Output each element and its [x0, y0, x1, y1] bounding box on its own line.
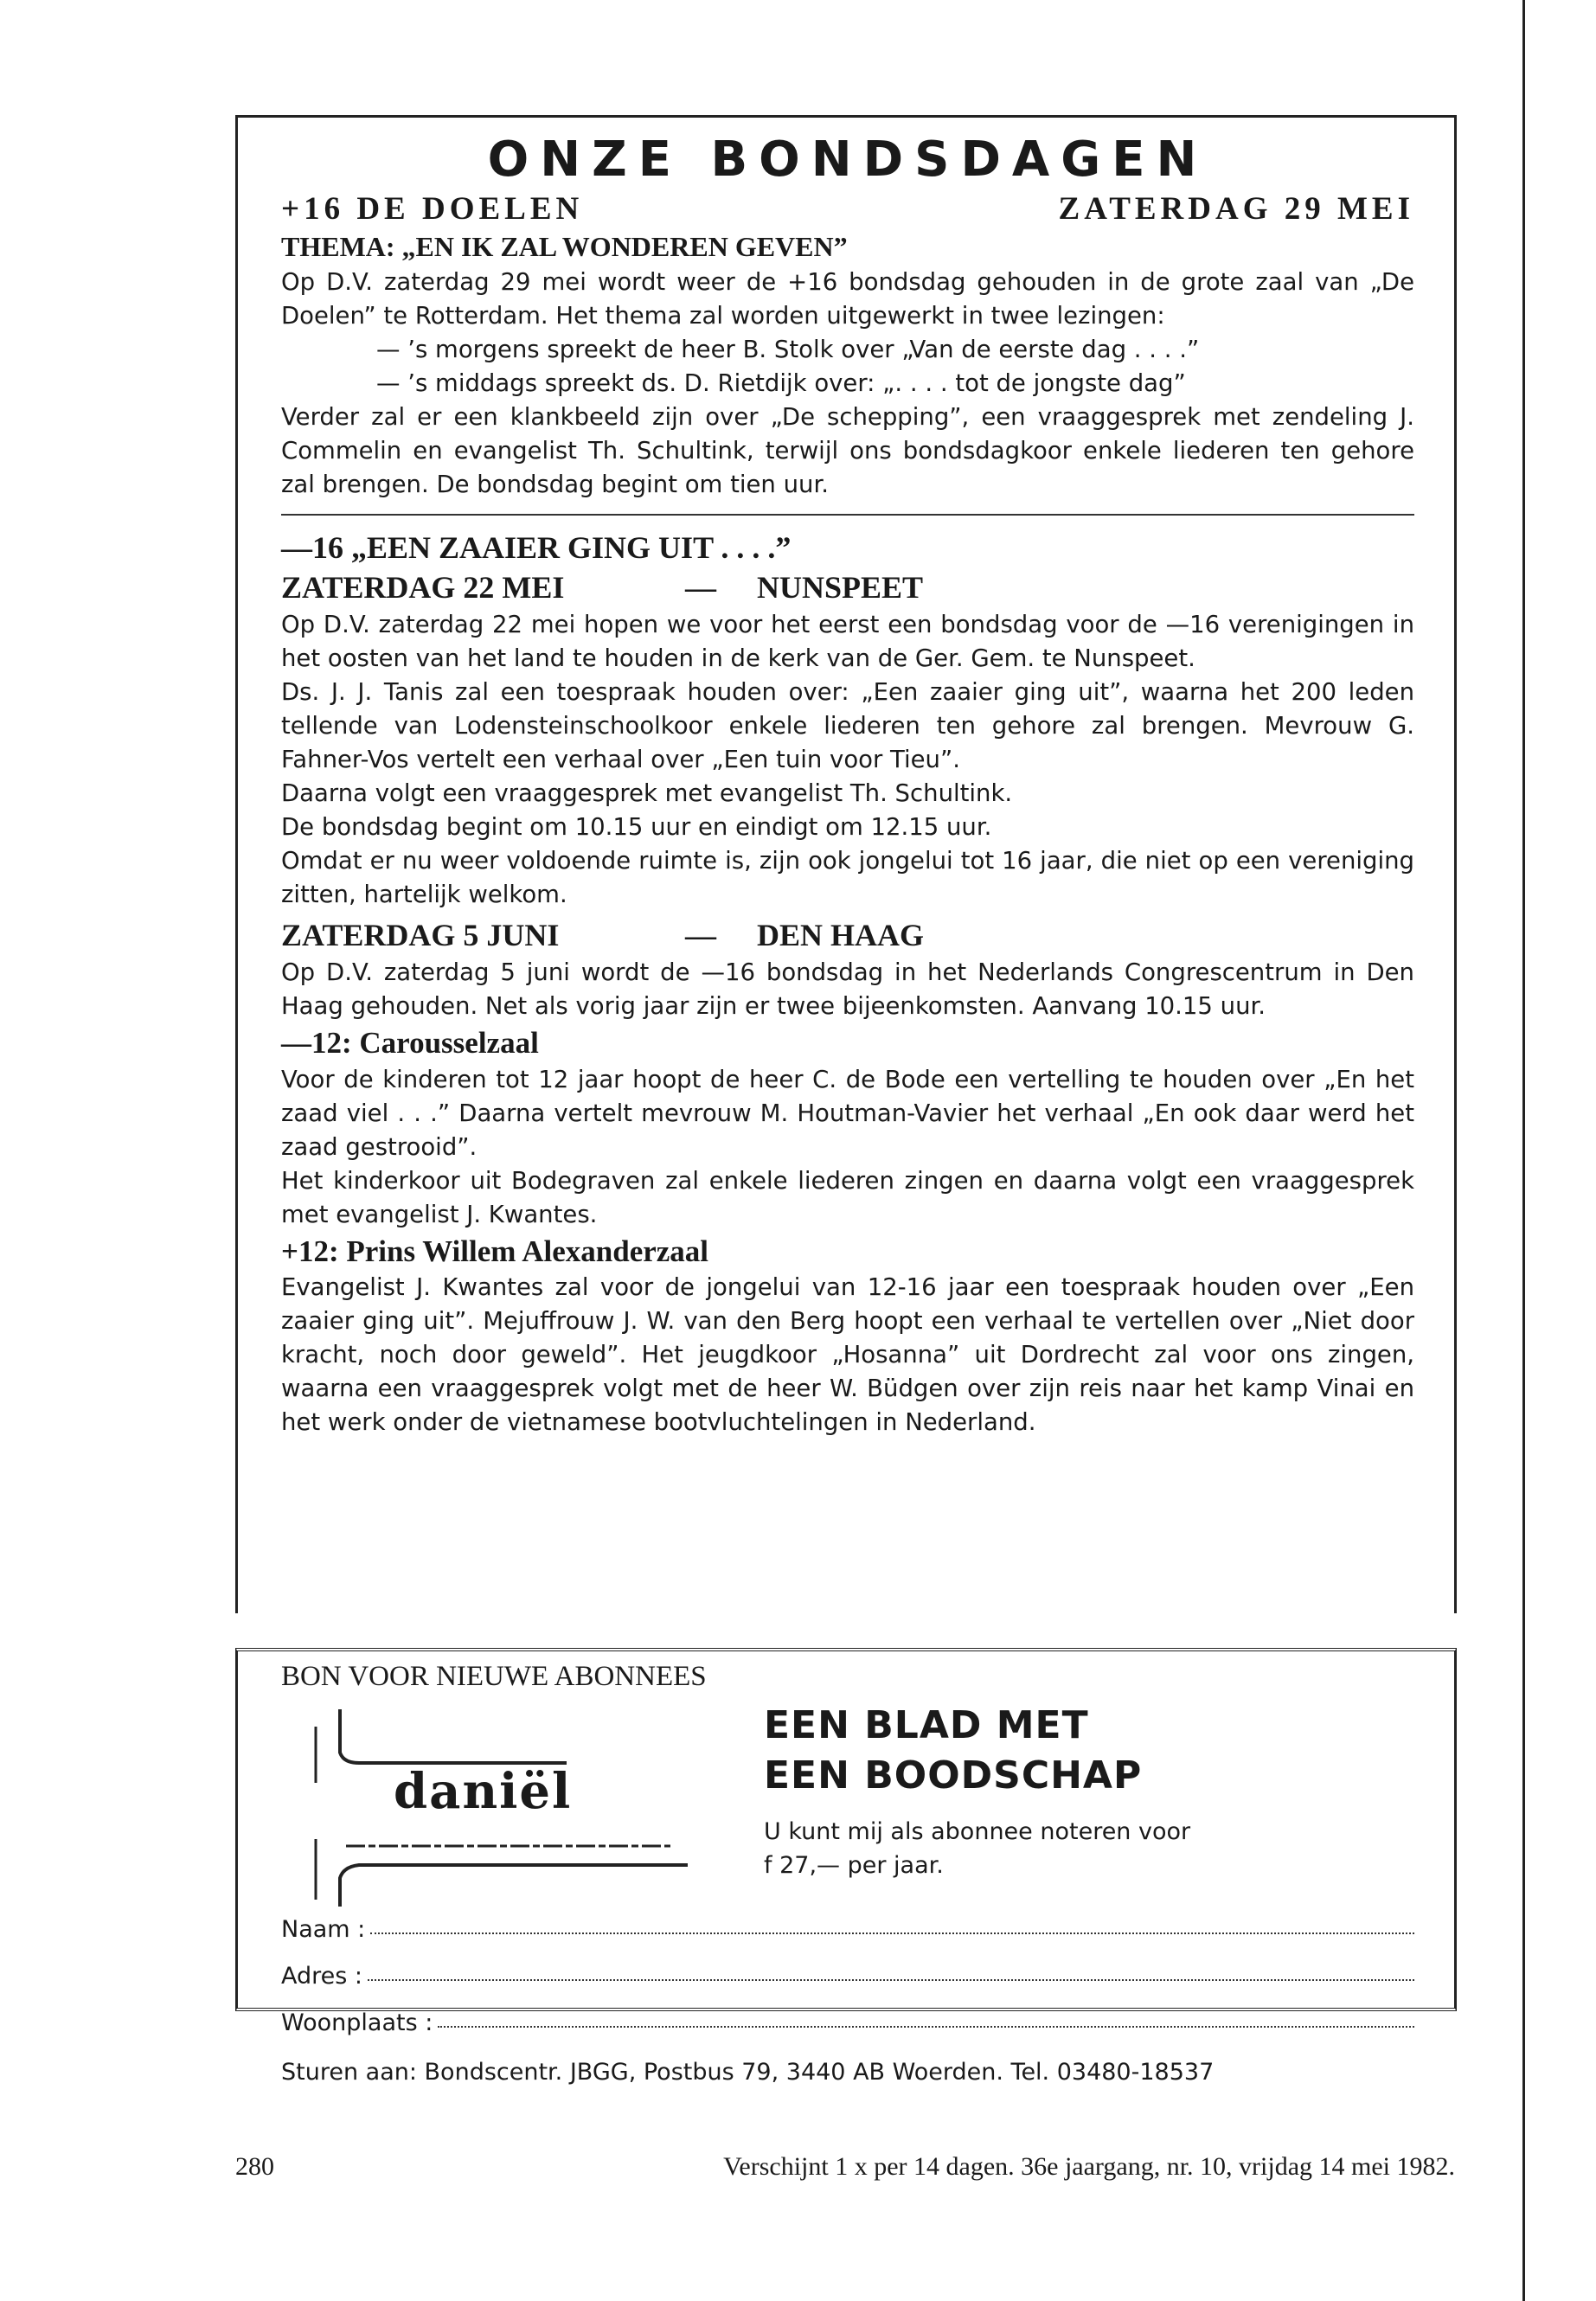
- subscribe-line: U kunt mij als abonnee noteren voor: [764, 1817, 1191, 1845]
- coupon-title: BON VOOR NIEUWE ABONNEES: [281, 1661, 707, 1692]
- page-title: ONZE BONDSDAGEN: [487, 131, 1208, 188]
- event3-sub1-heading: —12: Carousselzaal: [281, 1026, 539, 1061]
- slogan-area: [748, 1701, 1414, 1907]
- subscription-coupon: [235, 1648, 1457, 2086]
- event1-details: Verder zal er een klankbeeld zijn over „De schepping”, een vraaggesprek met zendeling J. Commelin en evangelist Th. Schultink, terwijl ons bondsdagkoor enkele liederen ten gehore zal brengen. De bondsdag begint om tien uur.: [281, 402, 1414, 498]
- event2-para: Op D.V. zaterdag 22 mei hopen we voor het eerst een bondsdag voor de —16 verenigingen in het oosten van het land te houden in de kerk van de Ger. Gem. te Nunspeet.: [281, 611, 1414, 673]
- name-line[interactable]: [370, 1907, 1414, 1934]
- residence-line[interactable]: [438, 2000, 1414, 2028]
- event3-sub1-para: Het kinderkoor uit Bodegraven zal enkele liederen zingen en daarna volgt een vraaggesprek met evangelist J. Kwantes.: [281, 1166, 1414, 1228]
- event1-theme: THEMA: „EN IK ZAL WONDEREN GEVEN”: [281, 231, 848, 263]
- event3-place: DEN HAAG: [757, 918, 925, 953]
- event2-date-row: [281, 567, 1414, 608]
- address-line[interactable]: [368, 1953, 1414, 1981]
- residence-field[interactable]: [281, 2000, 1414, 2047]
- publication-info: Verschijnt 1 x per 14 dagen. 36e jaargang, nr. 10, vrijdag 14 mei 1982.: [723, 2152, 1455, 2181]
- event3-date: ZATERDAG 5 JUNI: [281, 918, 560, 953]
- slogan-line: EEN BLAD MET: [764, 1702, 1089, 1747]
- event2-place: NUNSPEET: [757, 570, 924, 606]
- event3-sub1-para: Voor de kinderen tot 12 jaar hoopt de heer C. de Bode een vertelling te houden over „En het zaad viel . . .” Daarna vertelt mevrouw M. Houtman-Vavier het verhaal „En ook daar werd het zaad gestrooid”.: [281, 1065, 1414, 1161]
- bondsdagen-box: [235, 115, 1457, 1613]
- residence-label: Woonplaats :: [281, 2009, 433, 2036]
- name-field[interactable]: [281, 1907, 1414, 1953]
- send-address: Sturen aan: Bondscentr. JBGG, Postbus 79, 3440 AB Woerden. Tel. 03480-18537: [281, 2058, 1215, 2086]
- event3-sub2-heading: +12: Prins Willem Alexanderzaal: [281, 1234, 709, 1268]
- event2-dash: —: [685, 570, 716, 606]
- event2-date: ZATERDAG 22 MEI: [281, 570, 565, 606]
- event2-para: Omdat er nu weer voldoende ruimte is, zijn ook jongelui tot 16 jaar, die niet op een vereniging zitten, hartelijk welkom.: [281, 847, 1414, 909]
- slogan-line: EEN BOODSCHAP: [764, 1753, 1143, 1798]
- event1-header: [281, 189, 1414, 229]
- address-label: Adres :: [281, 1962, 362, 1990]
- address-field[interactable]: [281, 1953, 1414, 2000]
- price-line: f 27,— per jaar.: [764, 1851, 944, 1879]
- page-number: 280: [235, 2152, 274, 2181]
- event1-lecture-morning: — ’s morgens spreekt de heer B. Stolk over „Van de eerste dag . . . .”: [376, 335, 1200, 363]
- section-divider: [281, 514, 1414, 516]
- event1-date: ZATERDAG 29 MEI: [1058, 190, 1414, 227]
- event2-para: Daarna volgt een vraaggesprek met evangelist Th. Schultink.: [281, 779, 1013, 808]
- event3-para: Op D.V. zaterdag 5 juni wordt de —16 bondsdag in het Nederlands Congrescentrum in Den Haag gehouden. Net als vorig jaar zijn er twee bijeenkomsten. Aanvang 10.15 uur.: [281, 958, 1414, 1021]
- coupon-content: [281, 1701, 1414, 1907]
- event3-sub2-para: Evangelist J. Kwantes zal voor de jongelui van 12-16 jaar een toespraak houden over „Een zaaier ging uit”. Mejuffrouw J. W. van den Berg hoopt een verhaal te vertellen over „Niet door kracht, noch door geweld”. Het jeugdkoor „Hosanna” uit Dordrecht zal voor ons zingen, waarna een vraaggesprek volgt met de heer W. Büdgen over zijn reis naar het kamp Vinai en het werk onder de vietnamese bootvluchtelingen in Nederland.: [281, 1273, 1414, 1437]
- event1-intro: Op D.V. zaterdag 29 mei wordt weer de +16 bondsdag gehouden in de grote zaal van „De Doelen” te Rotterdam. Het thema zal worden uitgewerkt in twee lezingen:: [281, 267, 1414, 330]
- event2-para: Ds. J. J. Tanis zal een toespraak houden over: „Een zaaier ging uit”, waarna het 200 leden tellende van Lodensteinschoolkoor enkele liederen ten gehore zal brengen. Mevrouw G. Fahner-Vos vertelt een verhaal over „Een tuin voor Tieu”.: [281, 678, 1414, 774]
- event1-location: +16 DE DOELEN: [281, 190, 584, 227]
- subscribe-text: [764, 1815, 1414, 1882]
- logo-text: daniël: [394, 1762, 573, 1820]
- name-label: Naam :: [281, 1915, 366, 1943]
- event3-dash: —: [685, 918, 716, 953]
- page-footer: [235, 2152, 1455, 2182]
- event2-para: De bondsdag begint om 10.15 uur en eindigt om 12.15 uur.: [281, 813, 992, 842]
- event2-heading: —16 „EEN ZAAIER GING UIT . . . .”: [281, 529, 792, 565]
- page-edge-line: [1522, 0, 1525, 2301]
- daniel-logo: [281, 1701, 748, 1907]
- event3-date-row: [281, 915, 1414, 956]
- event1-lecture-afternoon: — ’s middags spreekt ds. D. Rietdijk over: „. . . . tot de jongste dag”: [376, 369, 1186, 397]
